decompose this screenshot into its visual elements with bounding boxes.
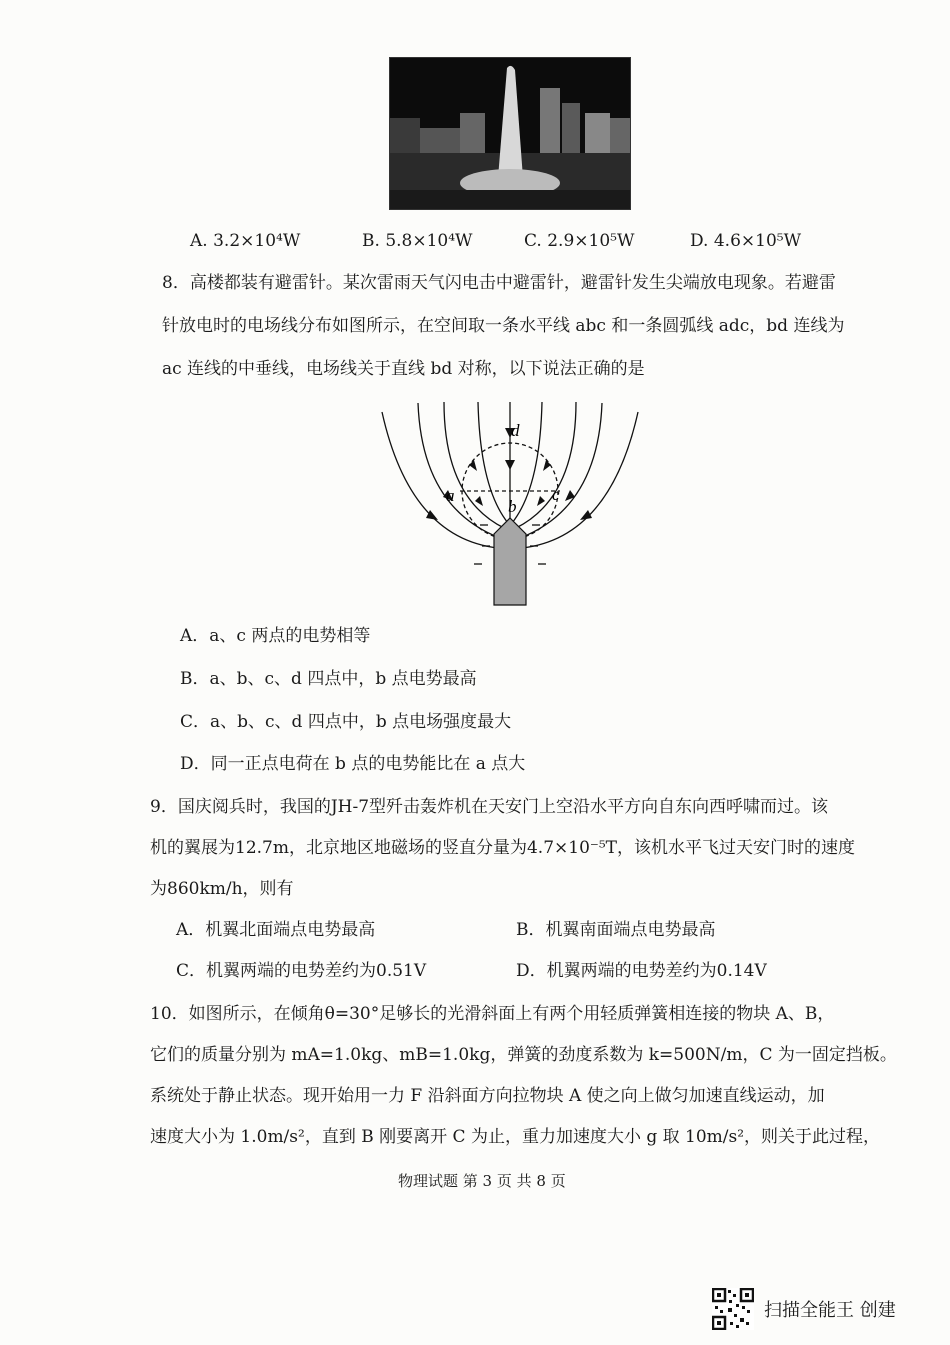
page-footer: 物理试题 第 3 页 共 8 页 xyxy=(398,1172,566,1190)
q9-stem-line1: 9．国庆阅兵时，我国的JH-7型歼击轰炸机在天安门上空沿水平方向自东向西呼啸而过。该 xyxy=(150,797,829,817)
label-b: b xyxy=(508,497,517,516)
q10-stem-line1: 10．如图所示，在倾角θ=30°足够长的光滑斜面上有两个用轻质弹簧相连接的物块 A、B， xyxy=(150,1004,835,1024)
q7-option-c: C. 2.9×10⁵W xyxy=(524,231,635,251)
q8-option-b: B．a、b、c、d 四点中，b 点电势最高 xyxy=(180,669,477,689)
q8-stem-line1: 8．高楼都装有避雷针。某次雷雨天气闪电击中避雷针，避雷针发生尖端放电现象。若避雷 xyxy=(162,273,836,293)
q9-option-a: A．机翼北面端点电势最高 xyxy=(176,920,376,940)
q8-option-a: A．a、c 两点的电势相等 xyxy=(180,626,371,646)
q7-option-a: A. 3.2×10⁴W xyxy=(190,231,301,251)
q9-stem-line2: 机的翼展为12.7m，北京地区地磁场的竖直分量为4.7×10⁻⁵T，该机水平飞过天安门时的速度 xyxy=(150,838,856,858)
q8-field-line-figure xyxy=(370,398,650,610)
label-a: a xyxy=(446,486,455,505)
q7-option-d: D. 4.6×10⁵W xyxy=(690,231,802,251)
q10-stem-line2: 它们的质量分别为 mA=1.0kg、mB=1.0kg，弹簧的劲度系数为 k=500N/m，C 为一固定挡板。 xyxy=(150,1045,897,1065)
q10-stem-line4: 速度大小为 1.0m/s²，直到 B 刚要离开 C 为止，重力加速度大小 g 取 10m/s²，则关于此过程， xyxy=(150,1127,881,1147)
q9-stem-line3: 为860km/h，则有 xyxy=(150,879,294,899)
q10-stem-line3: 系统处于静止状态。现开始用一力 F 沿斜面方向拉物块 A 使之向上做匀加速直线运动，加 xyxy=(150,1086,825,1106)
q9-option-c: C．机翼两端的电势差约为0.51V xyxy=(176,961,427,981)
label-c: c xyxy=(552,485,560,504)
q9-option-b: B．机翼南面端点电势最高 xyxy=(516,920,716,940)
q7-option-b: B. 5.8×10⁴W xyxy=(362,231,473,251)
fountain-night-photo xyxy=(389,57,631,210)
qr-code-icon xyxy=(712,1288,754,1330)
q8-option-c: C．a、b、c、d 四点中，b 点电场强度最大 xyxy=(180,712,512,732)
q9-option-d: D．机翼两端的电势差约为0.14V xyxy=(516,961,767,981)
q8-stem-line3: ac 连线的中垂线，电场线关于直线 bd 对称，以下说法正确的是 xyxy=(162,359,645,379)
q8-stem-line2: 针放电时的电场线分布如图所示，在空间取一条水平线 abc 和一条圆弧线 adc，bd 连线为 xyxy=(162,316,845,336)
q8-option-d: D．同一正点电荷在 b 点的电势能比在 a 点大 xyxy=(180,754,526,774)
scanner-watermark-text: 扫描全能王 创建 xyxy=(764,1300,896,1321)
label-d: d xyxy=(511,421,520,440)
